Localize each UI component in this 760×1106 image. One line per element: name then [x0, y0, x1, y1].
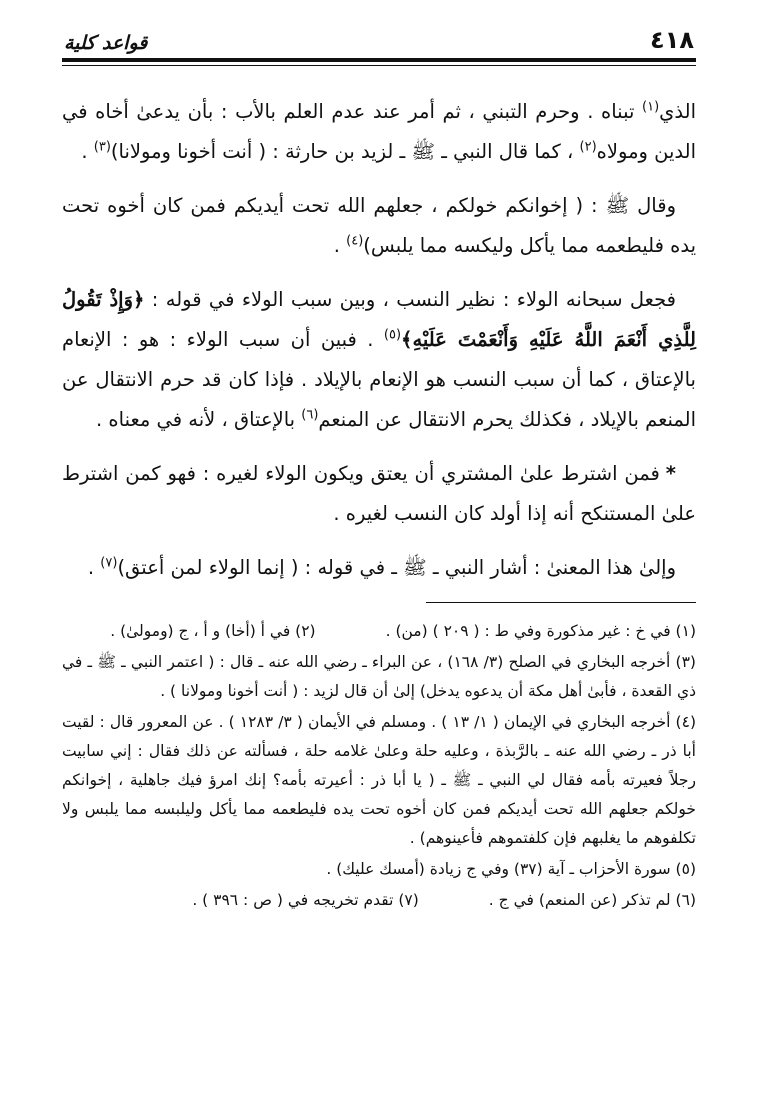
- book-page: [62, 22, 696, 917]
- text-run: فجعل سبحانه الولاء : نظير النسب ، وبين سبب الولاء في قوله :: [144, 288, 676, 311]
- footnote-7: (٧) تقدم تخريجه في ( ص : ٣٩٦ ) .: [192, 891, 419, 909]
- text-run: .: [333, 234, 347, 257]
- footnote-separator: [426, 602, 696, 603]
- footnote-2: (٢) في أ (أخا) و أ ، ج (ومولىٰ) .: [110, 622, 316, 640]
- text-run: وقال ﷺ : ( إخوانكم خولكم ، جعلهم الله تحت أيديكم فمن كان أخوه تحت يده فليطعمه مما يأكل وليكسه مما يلبس): [62, 194, 696, 257]
- footnote-ref-6: (٦): [301, 407, 319, 423]
- footnotes: [62, 617, 696, 915]
- paragraph-5: [62, 548, 696, 588]
- asterisk-marker: *: [665, 462, 676, 485]
- footnote-ref-7: (٧): [100, 555, 118, 571]
- text-run: وإلىٰ هذا المعنىٰ : أشار النبي ـ ﷺ ـ في قوله : ( إنما الولاء لمن أعتق): [117, 556, 676, 579]
- page-number: ٤١٨: [650, 26, 694, 54]
- page-header: [62, 22, 696, 54]
- text-run: فمن اشترط علىٰ المشتري أن يعتق ويكون الولاء لغيره : فهو كمن اشترط علىٰ المستنكح أنه إذا أولد كان النسب لغيره .: [62, 462, 696, 525]
- footnote-ref-3: (٣): [93, 139, 111, 155]
- paragraph-3: [62, 280, 696, 440]
- footnote-4: (٤) أخرجه البخاري في الإيمان ( ١/ ١٣ ) . ومسلم في الأيمان ( ٣/ ١٢٨٣ ) . عن المعرور قال : لقيت أبا ذر ـ رضي الله عنه ـ بالرَّبذة ، وعليه حلة وعلىٰ غلامه حلة ، فسألته عن ذلك فقال : إني سابيت رجلاً فعيرته بأمه فقال لي النبي ـ ﷺ ـ ( يا أبا ذر : أعيرته بأمه؟ إنك امرؤ فيك جاهلية ، إخوانكم خولكم جعلهم الله تحت أيديكم فمن كان أخوه تحت يده فليطعمه مما يأكل وليلبسه مما يلبس ولا تكلفوهم ما يغلبهم فإن كلفتموهم فأعينوهم) .: [62, 713, 696, 847]
- text-run: تبناه . وحرم التبني ، ثم أمر عند عدم العلم بالأب : بأن يدعىٰ أخاه في الدين ومولاه: [62, 100, 696, 163]
- footnote-ref-1: (١): [642, 99, 660, 115]
- text-run: الذي: [659, 100, 696, 123]
- footnote-6: (٦) لم تذكر (عن المنعم) في ج .: [488, 891, 696, 909]
- footnote-3: (٣) أخرجه البخاري في الصلح (٣/ ١٦٨) ، عن البراء ـ رضي الله عنه ـ قال : ( اعتمر النبي ـ ﷺ ـ في ذي القعدة ، فأبىٰ أهل مكة أن يدعوه يدخل) إلىٰ أن قال لزيد : ( أنت أخونا ومولانا ) .: [62, 653, 696, 700]
- footnote-1: (١) في خ : غير مذكورة وفي ط : ( ٢٠٩ ) (من) .: [385, 622, 696, 640]
- footnote-ref-2: (٢): [579, 139, 597, 155]
- paragraph-2: [62, 186, 696, 266]
- footnote-ref-5: (٥): [383, 327, 402, 343]
- footnote-row-6-7: [62, 886, 696, 915]
- footnote-5: (٥) سورة الأحزاب ـ آية (٣٧) وفي ج زيادة (أمسك عليك) .: [326, 860, 696, 878]
- text-run: ، كما قال النبي ـ ﷺ ـ لزيد بن حارثة : ( أنت أخونا ومولانا): [110, 140, 580, 163]
- header-rule-thick: [62, 58, 696, 62]
- paragraph-1: [62, 92, 696, 172]
- text-run: . فبين أن سبب الولاء : هو : الإنعام بالإعتاق ، كما أن سبب النسب هو الإنعام بالإيلاد . فإذا كان قد حرم الانتقال عن المنعم بالإيلاد ، فكذلك يحرم الانتقال عن المنعم: [62, 328, 696, 431]
- header-rule-thin: [62, 65, 696, 66]
- text-run: .: [87, 556, 101, 579]
- footnote-ref-4: (٤): [346, 233, 364, 249]
- main-text: [62, 92, 696, 588]
- quran-verse: ﴿وَإِذْ تَقُولُ لِلَّذِي أَنْعَمَ اللَّهُ عَلَيْهِ وَأَنْعَمْتَ عَلَيْهِ﴾: [62, 288, 696, 351]
- running-title: قواعد كلية: [64, 32, 148, 54]
- paragraph-4: [62, 454, 696, 534]
- text-run: .: [81, 140, 94, 163]
- footnote-row-1-2: [62, 617, 696, 646]
- text-run: بالإعتاق ، لأنه في معناه .: [96, 408, 302, 431]
